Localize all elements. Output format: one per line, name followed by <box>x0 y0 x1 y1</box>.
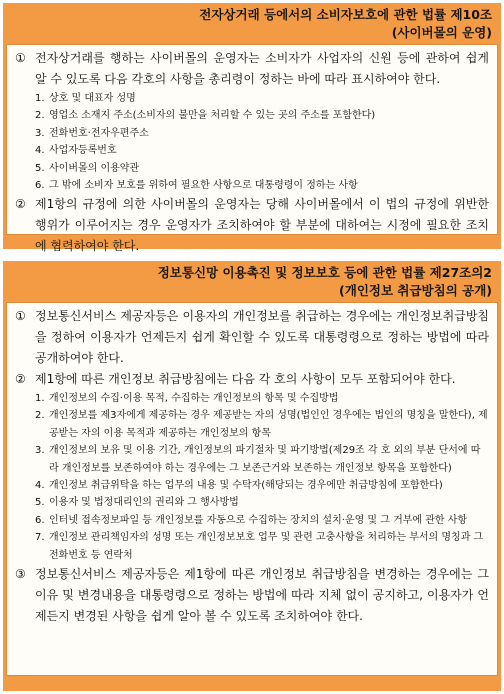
list-item <box>15 407 489 442</box>
item-text: 그 밖에 소비자 보호를 위하여 필요한 사항으로 대통령령이 정하는 사항 <box>49 180 358 192</box>
law-title <box>6 6 498 44</box>
paragraph-text: 제1항의 규정에 의한 사이버몰의 운영자는 당해 사이버몰에서 이 법의 규정에 위반한 행위가 이루어지는 경우 운영자가 조치하여야 할 부분에 대하여는 시정에 필요한 조치에 협력하여야 한다. <box>35 197 489 254</box>
item-number: 5. <box>35 162 45 174</box>
list-item <box>15 529 489 564</box>
paragraph-number: ② <box>15 372 26 386</box>
list-item <box>15 160 489 177</box>
list-item <box>15 107 489 124</box>
item-text: 개인정보 취급위탁을 하는 업무의 내용 및 수탁자(해당되는 경우에만 취급방침에 포함한다) <box>49 480 443 492</box>
item-number: 6. <box>35 514 45 526</box>
item-text: 개인정보의 수집·이용 목적, 수집하는 개인정보의 항목 및 수집방법 <box>49 393 339 404</box>
paragraph-2 <box>15 369 489 390</box>
paragraph-number: ③ <box>15 567 26 582</box>
paragraph-3 <box>15 564 489 627</box>
law-box-ecommerce <box>3 3 501 254</box>
item-text: 이용자 및 법정대리인의 권리와 그 행사방법 <box>49 497 239 509</box>
paragraph-text: 전자상거래를 행하는 사이버몰의 운영자는 소비자가 사업자의 신원 등에 관하여 쉽게 알 수 있도록 다음 각호의 사항을 총리령이 정하는 바에 따라 표시하여야 한다. <box>35 51 489 86</box>
item-text: 개인정보 관리책임자의 성명 또는 개인정보보호 업무 및 관련 고충사항을 처리하는 부서의 명칭과 그 전화번호 등 연락처 <box>49 532 484 561</box>
item-text: 개인정보의 보유 및 이용 기간, 개인정보의 파기절차 및 파기방법(제29조 각 호 외의 부분 단서에 따라 개인정보를 보존하여야 하는 경우에는 그 보존근거와 보존하는 개인정보 항목을 포함한다) <box>49 445 481 474</box>
paragraph-text: 정보통신서비스 제공자등은 이용자의 개인정보를 취급하는 경우에는 개인정보취급방침을 정하여 이용자가 언제든지 쉽게 확인할 수 있도록 대통령령으로 정하는 방법에 따라 공개하여야 한다. <box>35 309 489 365</box>
item-text: 상호 및 대표자 성명 <box>49 93 136 104</box>
list-item <box>15 512 489 529</box>
list-item <box>15 177 489 194</box>
item-text: 전화번호·전자우편주소 <box>49 127 149 139</box>
item-number: 3. <box>35 445 45 457</box>
list-item <box>15 90 489 107</box>
law-body <box>6 44 498 254</box>
list-item <box>15 125 489 142</box>
list-item <box>15 477 489 494</box>
item-number: 1. <box>35 393 45 404</box>
list-item <box>15 390 489 407</box>
paragraph-2 <box>15 194 489 257</box>
item-text: 개인정보를 제3자에게 제공하는 경우 제공받는 자의 성명(법인인 경우에는 법인의 명칭을 말한다), 제공받는 자의 이용 목적과 제공하는 개인정보의 항목 <box>49 410 488 439</box>
paragraph-1 <box>15 48 489 90</box>
item-number: 6. <box>35 180 45 192</box>
law-box-privacy <box>3 261 501 691</box>
item-number: 2. <box>35 410 45 422</box>
item-number: 7. <box>35 532 45 544</box>
item-text: 인터넷 접속정보파일 등 개인정보를 자동으로 수집하는 장치의 설치·운영 및 그 거부에 관한 사항 <box>49 514 468 526</box>
paragraph-text: 정보통신서비스 제공자등은 제1항에 따른 개인정보 취급방침을 변경하는 경우에는 그 이유 및 변경내용을 대통령령으로 정하는 방법에 따라 지체 없이 공지하고, 이용자가 언제든지 변경된 사항을 쉽게 알아 볼 수 있도록 조치하여야 한다. <box>35 567 489 624</box>
item-number: 1. <box>35 93 45 104</box>
item-number: 4. <box>35 480 45 492</box>
list-item <box>15 142 489 159</box>
paragraph-number: ① <box>15 309 26 323</box>
paragraph-number: ① <box>15 51 26 65</box>
item-number: 3. <box>35 127 45 139</box>
paragraph-text: 제1항에 따른 개인정보 취급방침에는 다음 각 호의 사항이 모두 포함되어야 한다. <box>35 372 456 386</box>
law-title-line1: 정보통신망 이용촉진 및 정보보호 등에 관한 법률 제27조의2 <box>157 265 492 280</box>
law-title <box>6 264 498 302</box>
item-number: 5. <box>35 497 45 509</box>
item-text: 영업소 소재지 주소(소비자의 불만을 처리할 수 있는 곳의 주소를 포함한다) <box>49 110 376 122</box>
list-item <box>15 442 489 477</box>
item-text: 사업자등록번호 <box>49 145 117 157</box>
item-number: 4. <box>35 145 45 157</box>
law-body <box>6 302 498 676</box>
paragraph-number: ② <box>15 197 26 212</box>
law-title-line2: (사이버몰의 운영) <box>391 25 492 40</box>
list-item <box>15 494 489 511</box>
paragraph-1 <box>15 306 489 369</box>
law-title-line1: 전자상거래 등에서의 소비자보호에 관한 법률 제10조 <box>199 7 492 22</box>
item-number: 2. <box>35 110 45 122</box>
item-text: 사이버몰의 이용약관 <box>49 162 140 174</box>
law-title-line2: (개인정보 취급방침의 공개) <box>339 283 492 298</box>
